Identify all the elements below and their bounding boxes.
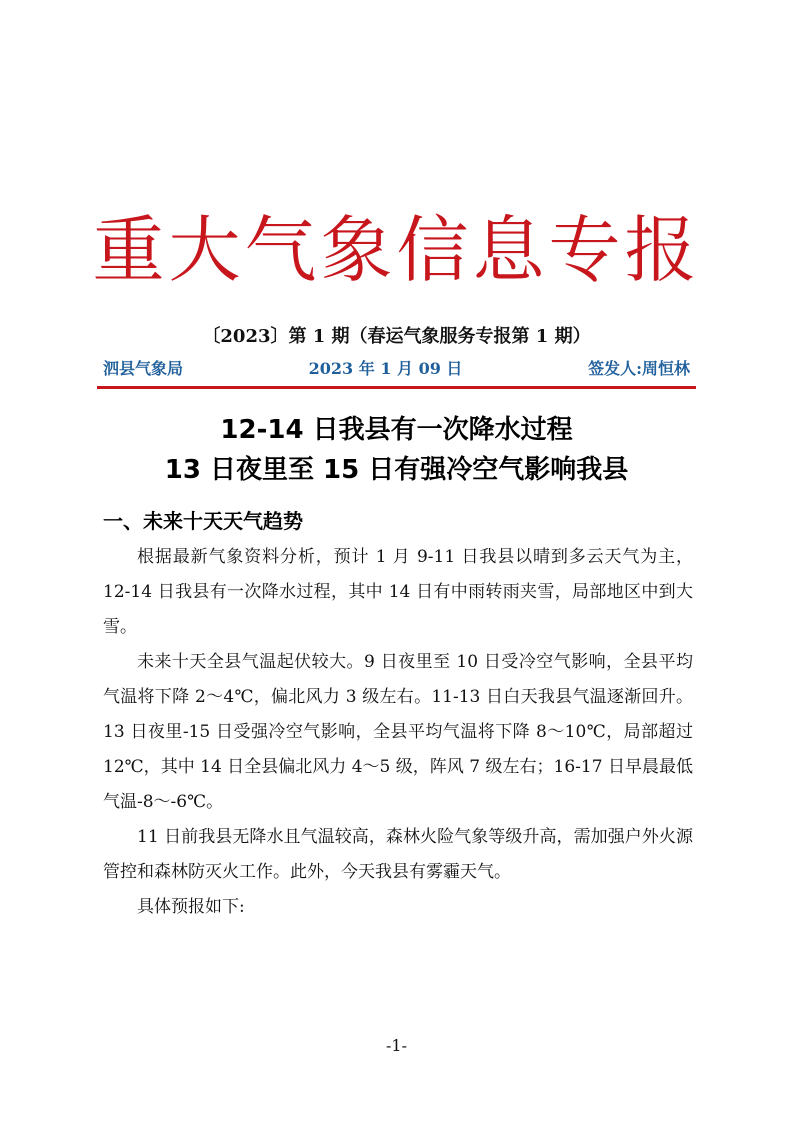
- page-number: -1-: [386, 1036, 407, 1055]
- paragraph: 具体预报如下:: [137, 897, 245, 917]
- section-title: 一、未来十天天气趋势: [103, 509, 303, 533]
- masthead-title: 重大气象信息专报: [92, 208, 701, 292]
- issuing-org: 泗县气象局: [103, 359, 184, 378]
- headline-line-1: 12-14 日我县有一次降水过程: [220, 415, 573, 445]
- red-divider: [97, 386, 696, 389]
- paragraph: 11 日前我县无降水且气温较高，森林火险气象等级升高，需加强户外火源管控和森林防灭火工作。此外，今天我县有雾霾天气。: [103, 827, 693, 882]
- headline: [0, 410, 793, 490]
- paragraph: 根据最新气象资料分析，预计 1 月 9-11 日我县以晴到多云天气为主，12-14 日我县有一次降水过程，其中 14 日有中雨转雨夹雪，局部地区中到大雪。: [103, 547, 693, 637]
- paragraph: 未来十天全县气温起伏较大。9 日夜里至 10 日受冷空气影响，全县平均气温将下降 2～4℃，偏北风力 3 级左右。11-13 日白天我县气温逐渐回升。13 日夜里-15 日受强冷空气影响，全县平均气温将下降 8～10℃，局部超过 12℃，其中 14 日全县偏北风力 4～5 级，阵风 7 级左右；16-17 日早晨最低气温-8～-6℃。: [103, 652, 693, 812]
- meta-row: [103, 356, 690, 379]
- signer: 签发人:周恒林: [588, 359, 690, 378]
- headline-line-2: 13 日夜里至 15 日有强冷空气影响我县: [164, 455, 629, 485]
- issue-line: 〔2023〕第 1 期（春运气象服务专报第 1 期）: [202, 326, 591, 347]
- issue-date: 2023 年 1 月 09 日: [308, 359, 463, 378]
- body-text: [103, 540, 693, 925]
